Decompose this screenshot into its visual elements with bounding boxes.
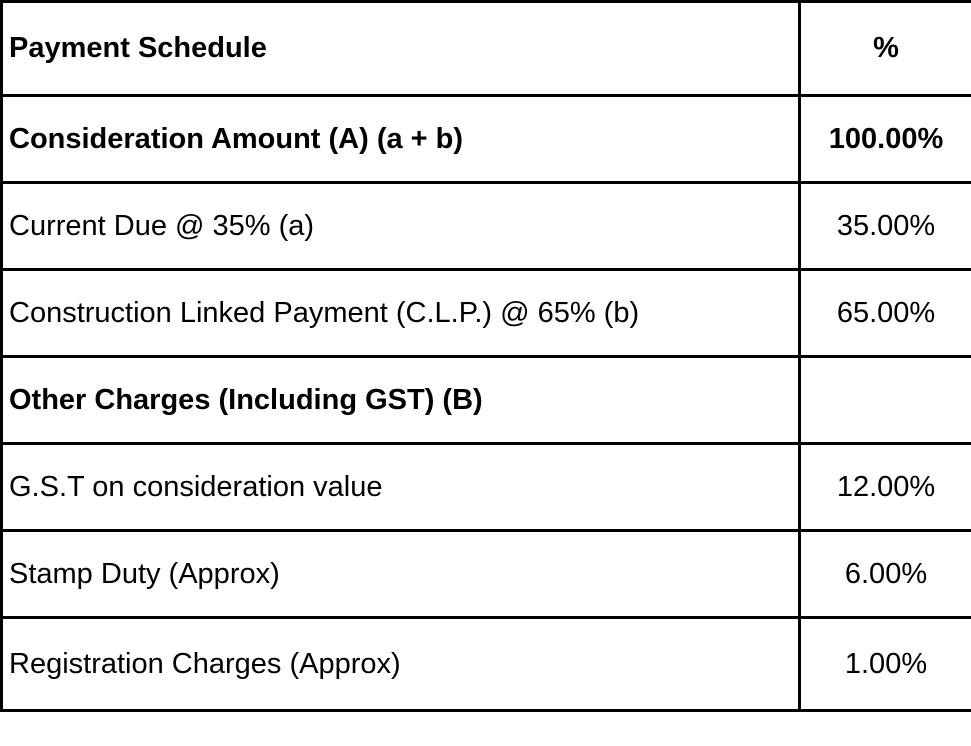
row-label: Other Charges (Including GST) (B) xyxy=(2,357,800,444)
table-row-registration-charges xyxy=(2,618,971,711)
table-row-stamp-duty xyxy=(2,531,971,618)
row-value: 12.00% xyxy=(800,444,971,531)
table-row-gst xyxy=(2,444,971,531)
row-value: 6.00% xyxy=(800,531,971,618)
table-row-consideration-amount xyxy=(2,96,971,183)
header-label-cell: Payment Schedule xyxy=(2,2,800,96)
row-label: G.S.T on consideration value xyxy=(2,444,800,531)
table-header-row xyxy=(2,2,971,96)
row-value xyxy=(800,357,971,444)
row-value: 1.00% xyxy=(800,618,971,711)
table-row-other-charges xyxy=(2,357,971,444)
row-label: Consideration Amount (A) (a + b) xyxy=(2,96,800,183)
header-percent-cell: % xyxy=(800,2,971,96)
table-row-current-due xyxy=(2,183,971,270)
row-value: 65.00% xyxy=(800,270,971,357)
table-row-construction-linked-payment xyxy=(2,270,971,357)
row-value: 35.00% xyxy=(800,183,971,270)
row-label: Construction Linked Payment (C.L.P.) @ 65% (b) xyxy=(2,270,800,357)
row-label: Registration Charges (Approx) xyxy=(2,618,800,711)
row-value: 100.00% xyxy=(800,96,971,183)
row-label: Current Due @ 35% (a) xyxy=(2,183,800,270)
row-label: Stamp Duty (Approx) xyxy=(2,531,800,618)
